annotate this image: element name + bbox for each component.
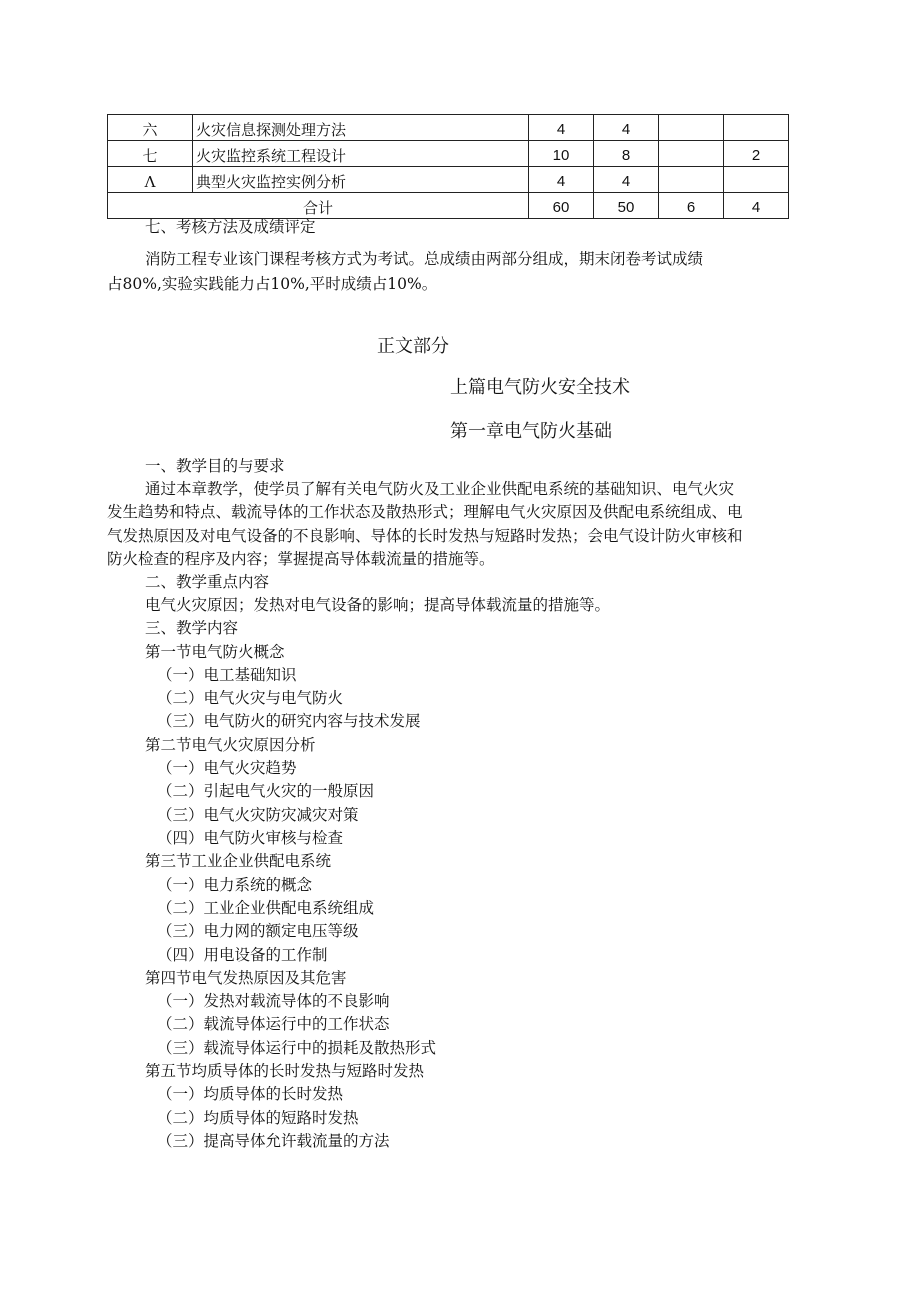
total-value: 50 xyxy=(594,193,659,219)
paragraph-line: 防火检查的程序及内容；掌握提高导体载流量的措施等。 xyxy=(107,550,495,568)
row-number: 七 xyxy=(108,141,193,167)
list-item: （二）均质导体的短路时发热 xyxy=(157,1109,359,1127)
list-item: （一）电气火灾趋势 xyxy=(157,759,297,777)
total-value: 6 xyxy=(659,193,724,219)
list-item: （一）电工基础知识 xyxy=(157,666,297,684)
cell-value: 2 xyxy=(724,141,789,167)
section-heading: 二、教学重点内容 xyxy=(145,573,270,591)
cell-value: 4 xyxy=(529,115,594,141)
assessment-heading: 七、考核方法及成绩评定 xyxy=(145,218,316,236)
paragraph-line: 通过本章教学，使学员了解有关电气防火及工业企业供配电系统的基础知识、电气火灾 xyxy=(145,480,735,498)
cell-value xyxy=(724,115,789,141)
paragraph-line: 发生趋势和特点、载流导体的工作状态及散热形式；理解电气火灾原因及供配电系统组成、电 xyxy=(107,503,743,521)
cell-value xyxy=(659,167,724,193)
list-item: （一）电力系统的概念 xyxy=(157,876,313,894)
list-item: （一）发热对载流导体的不良影响 xyxy=(157,992,390,1010)
subsection-heading: 第二节电气火灾原因分析 xyxy=(145,736,316,754)
subsection-heading: 第五节均质导体的长时发热与短路时发热 xyxy=(145,1062,425,1080)
total-value: 4 xyxy=(724,193,789,219)
list-item: （三）提高导体允许载流量的方法 xyxy=(157,1132,390,1150)
row-number: Λ xyxy=(108,167,193,193)
hours-table xyxy=(107,114,789,219)
list-item: （二）工业企业供配电系统组成 xyxy=(157,899,375,917)
paragraph-line: 气发热原因及对电气设备的不良影响、导体的长时发热与短路时发热；会电气设计防火审核和 xyxy=(107,527,743,545)
book-title: 上篇电气防火安全技术 xyxy=(450,377,630,398)
list-item: （二）电气火灾与电气防火 xyxy=(157,689,344,707)
section-heading: 一、教学目的与要求 xyxy=(145,457,285,475)
row-title: 火灾信息探测处理方法 xyxy=(193,115,529,141)
cell-value: 10 xyxy=(529,141,594,167)
row-title: 火灾监控系统工程设计 xyxy=(193,141,529,167)
chapter-title: 第一章电气防火基础 xyxy=(450,421,612,442)
table-total-row xyxy=(108,193,789,219)
cell-value: 8 xyxy=(594,141,659,167)
subsection-heading: 第一节电气防火概念 xyxy=(145,643,285,661)
assessment-paragraph-line: 占80%,实验实践能力占10%,平时成绩占10%。 xyxy=(107,275,438,293)
cell-value: 4 xyxy=(594,167,659,193)
part-title: 正文部分 xyxy=(377,336,449,357)
section-heading: 三、教学内容 xyxy=(145,619,239,637)
list-item: （二）载流导体运行中的工作状态 xyxy=(157,1015,390,1033)
list-item: （三）载流导体运行中的损耗及散热形式 xyxy=(157,1039,437,1057)
row-title: 典型火灾监控实例分析 xyxy=(193,167,529,193)
list-item: （三）电力网的额定电压等级 xyxy=(157,922,359,940)
cell-value xyxy=(659,115,724,141)
assessment-paragraph-line: 消防工程专业该门课程考核方式为考试。总成绩由两部分组成，期末闭卷考试成绩 xyxy=(145,250,704,268)
list-item: （二）引起电气火灾的一般原因 xyxy=(157,782,375,800)
list-item: （三）电气火灾防灾减灾对策 xyxy=(157,806,359,824)
cell-value xyxy=(659,141,724,167)
list-item: （三）电气防火的研究内容与技术发展 xyxy=(157,712,421,730)
cell-value: 4 xyxy=(529,167,594,193)
cell-value: 4 xyxy=(594,115,659,141)
total-label: 合计 xyxy=(108,193,529,219)
list-item: （四）用电设备的工作制 xyxy=(157,946,328,964)
subsection-heading: 第四节电气发热原因及其危害 xyxy=(145,969,347,987)
list-item: （四）电气防火审核与检查 xyxy=(157,829,344,847)
cell-value xyxy=(724,167,789,193)
paragraph-line: 电气火灾原因；发热对电气设备的影响；提高导体载流量的措施等。 xyxy=(145,596,611,614)
total-value: 60 xyxy=(529,193,594,219)
row-number: 六 xyxy=(108,115,193,141)
table-row xyxy=(108,141,789,167)
subsection-heading: 第三节工业企业供配电系统 xyxy=(145,852,332,870)
table-row xyxy=(108,167,789,193)
list-item: （一）均质导体的长时发热 xyxy=(157,1085,344,1103)
table-row xyxy=(108,115,789,141)
